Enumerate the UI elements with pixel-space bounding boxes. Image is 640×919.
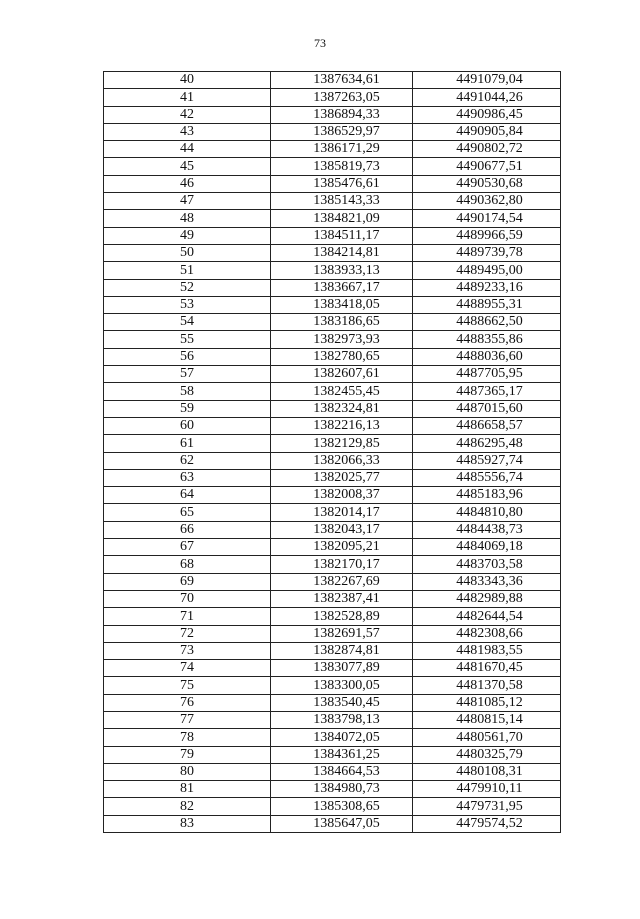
x-coordinate-cell: 1384214,81 — [271, 244, 413, 261]
point-number-cell: 74 — [104, 660, 271, 677]
y-coordinate-cell: 4486658,57 — [413, 417, 561, 434]
table-row — [104, 815, 561, 832]
point-number-cell: 52 — [104, 279, 271, 296]
y-coordinate-cell: 4488955,31 — [413, 296, 561, 313]
x-coordinate-cell: 1386894,33 — [271, 106, 413, 123]
table-row — [104, 227, 561, 244]
table-row — [104, 452, 561, 469]
x-coordinate-cell: 1383540,45 — [271, 694, 413, 711]
x-coordinate-cell: 1382008,37 — [271, 487, 413, 504]
y-coordinate-cell: 4491079,04 — [413, 72, 561, 89]
table-row — [104, 314, 561, 331]
x-coordinate-cell: 1383077,89 — [271, 660, 413, 677]
y-coordinate-cell: 4482989,88 — [413, 590, 561, 607]
table-row — [104, 435, 561, 452]
point-number-cell: 67 — [104, 539, 271, 556]
y-coordinate-cell: 4490905,84 — [413, 123, 561, 140]
y-coordinate-cell: 4489233,16 — [413, 279, 561, 296]
x-coordinate-cell: 1384361,25 — [271, 746, 413, 763]
table-row — [104, 642, 561, 659]
x-coordinate-cell: 1383300,05 — [271, 677, 413, 694]
table-row — [104, 711, 561, 728]
y-coordinate-cell: 4485183,96 — [413, 487, 561, 504]
y-coordinate-cell: 4486295,48 — [413, 435, 561, 452]
x-coordinate-cell: 1382216,13 — [271, 417, 413, 434]
table-row — [104, 729, 561, 746]
table-row — [104, 193, 561, 210]
y-coordinate-cell: 4487365,17 — [413, 383, 561, 400]
point-number-cell: 59 — [104, 400, 271, 417]
y-coordinate-cell: 4485927,74 — [413, 452, 561, 469]
point-number-cell: 50 — [104, 244, 271, 261]
point-number-cell: 45 — [104, 158, 271, 175]
x-coordinate-cell: 1382324,81 — [271, 400, 413, 417]
y-coordinate-cell: 4488036,60 — [413, 348, 561, 365]
point-number-cell: 73 — [104, 642, 271, 659]
point-number-cell: 64 — [104, 487, 271, 504]
table-row — [104, 72, 561, 89]
y-coordinate-cell: 4484069,18 — [413, 539, 561, 556]
table-row — [104, 504, 561, 521]
table-row — [104, 660, 561, 677]
point-number-cell: 41 — [104, 89, 271, 106]
point-number-cell: 78 — [104, 729, 271, 746]
y-coordinate-cell: 4490174,54 — [413, 210, 561, 227]
y-coordinate-cell: 4484810,80 — [413, 504, 561, 521]
y-coordinate-cell: 4489495,00 — [413, 262, 561, 279]
point-number-cell: 60 — [104, 417, 271, 434]
point-number-cell: 57 — [104, 366, 271, 383]
table-row — [104, 366, 561, 383]
x-coordinate-cell: 1382170,17 — [271, 556, 413, 573]
y-coordinate-cell: 4482308,66 — [413, 625, 561, 642]
table-row — [104, 763, 561, 780]
point-number-cell: 66 — [104, 521, 271, 538]
x-coordinate-cell: 1383933,13 — [271, 262, 413, 279]
point-number-cell: 56 — [104, 348, 271, 365]
x-coordinate-cell: 1383186,65 — [271, 314, 413, 331]
point-number-cell: 70 — [104, 590, 271, 607]
x-coordinate-cell: 1382267,69 — [271, 573, 413, 590]
x-coordinate-cell: 1385308,65 — [271, 798, 413, 815]
x-coordinate-cell: 1383418,05 — [271, 296, 413, 313]
x-coordinate-cell: 1384511,17 — [271, 227, 413, 244]
table-row — [104, 348, 561, 365]
point-number-cell: 43 — [104, 123, 271, 140]
table-row — [104, 262, 561, 279]
table-row — [104, 400, 561, 417]
point-number-cell: 69 — [104, 573, 271, 590]
y-coordinate-cell: 4480815,14 — [413, 711, 561, 728]
table-row — [104, 556, 561, 573]
point-number-cell: 51 — [104, 262, 271, 279]
x-coordinate-cell: 1382095,21 — [271, 539, 413, 556]
point-number-cell: 77 — [104, 711, 271, 728]
point-number-cell: 68 — [104, 556, 271, 573]
table-row — [104, 123, 561, 140]
point-number-cell: 46 — [104, 175, 271, 192]
y-coordinate-cell: 4481983,55 — [413, 642, 561, 659]
table-row — [104, 798, 561, 815]
page-number: 73 — [314, 36, 326, 50]
x-coordinate-cell: 1382455,45 — [271, 383, 413, 400]
x-coordinate-cell: 1384664,53 — [271, 763, 413, 780]
y-coordinate-cell: 4485556,74 — [413, 469, 561, 486]
coordinates-table — [103, 71, 561, 833]
point-number-cell: 65 — [104, 504, 271, 521]
table-row — [104, 141, 561, 158]
point-number-cell: 48 — [104, 210, 271, 227]
table-row — [104, 625, 561, 642]
point-number-cell: 83 — [104, 815, 271, 832]
table-row — [104, 383, 561, 400]
point-number-cell: 62 — [104, 452, 271, 469]
y-coordinate-cell: 4481670,45 — [413, 660, 561, 677]
x-coordinate-cell: 1386529,97 — [271, 123, 413, 140]
point-number-cell: 42 — [104, 106, 271, 123]
point-number-cell: 79 — [104, 746, 271, 763]
point-number-cell: 71 — [104, 608, 271, 625]
y-coordinate-cell: 4490677,51 — [413, 158, 561, 175]
point-number-cell: 63 — [104, 469, 271, 486]
table-row — [104, 539, 561, 556]
point-number-cell: 81 — [104, 781, 271, 798]
table-row — [104, 487, 561, 504]
point-number-cell: 47 — [104, 193, 271, 210]
point-number-cell: 82 — [104, 798, 271, 815]
x-coordinate-cell: 1382607,61 — [271, 366, 413, 383]
table-row — [104, 89, 561, 106]
y-coordinate-cell: 4490802,72 — [413, 141, 561, 158]
table-row — [104, 608, 561, 625]
point-number-cell: 55 — [104, 331, 271, 348]
point-number-cell: 75 — [104, 677, 271, 694]
y-coordinate-cell: 4481370,58 — [413, 677, 561, 694]
x-coordinate-cell: 1382129,85 — [271, 435, 413, 452]
table-row — [104, 590, 561, 607]
y-coordinate-cell: 4479574,52 — [413, 815, 561, 832]
y-coordinate-cell: 4491044,26 — [413, 89, 561, 106]
table-row — [104, 573, 561, 590]
y-coordinate-cell: 4490362,80 — [413, 193, 561, 210]
table-row — [104, 296, 561, 313]
x-coordinate-cell: 1382780,65 — [271, 348, 413, 365]
x-coordinate-cell: 1385819,73 — [271, 158, 413, 175]
x-coordinate-cell: 1382066,33 — [271, 452, 413, 469]
y-coordinate-cell: 4490986,45 — [413, 106, 561, 123]
y-coordinate-cell: 4487015,60 — [413, 400, 561, 417]
y-coordinate-cell: 4489966,59 — [413, 227, 561, 244]
x-coordinate-cell: 1387634,61 — [271, 72, 413, 89]
y-coordinate-cell: 4489739,78 — [413, 244, 561, 261]
y-coordinate-cell: 4480561,70 — [413, 729, 561, 746]
x-coordinate-cell: 1382528,89 — [271, 608, 413, 625]
point-number-cell: 76 — [104, 694, 271, 711]
y-coordinate-cell: 4483343,36 — [413, 573, 561, 590]
point-number-cell: 61 — [104, 435, 271, 452]
x-coordinate-cell: 1382874,81 — [271, 642, 413, 659]
y-coordinate-cell: 4481085,12 — [413, 694, 561, 711]
table-row — [104, 210, 561, 227]
x-coordinate-cell: 1384072,05 — [271, 729, 413, 746]
x-coordinate-cell: 1383798,13 — [271, 711, 413, 728]
x-coordinate-cell: 1384980,73 — [271, 781, 413, 798]
x-coordinate-cell: 1385476,61 — [271, 175, 413, 192]
table-row — [104, 746, 561, 763]
y-coordinate-cell: 4490530,68 — [413, 175, 561, 192]
x-coordinate-cell: 1382691,57 — [271, 625, 413, 642]
x-coordinate-cell: 1382014,17 — [271, 504, 413, 521]
point-number-cell: 80 — [104, 763, 271, 780]
table-row — [104, 331, 561, 348]
y-coordinate-cell: 4488355,86 — [413, 331, 561, 348]
table-row — [104, 694, 561, 711]
point-number-cell: 49 — [104, 227, 271, 244]
point-number-cell: 72 — [104, 625, 271, 642]
x-coordinate-cell: 1383667,17 — [271, 279, 413, 296]
x-coordinate-cell: 1384821,09 — [271, 210, 413, 227]
table-row — [104, 106, 561, 123]
y-coordinate-cell: 4484438,73 — [413, 521, 561, 538]
y-coordinate-cell: 4479731,95 — [413, 798, 561, 815]
x-coordinate-cell: 1382973,93 — [271, 331, 413, 348]
table-row — [104, 469, 561, 486]
table-row — [104, 781, 561, 798]
x-coordinate-cell: 1386171,29 — [271, 141, 413, 158]
table-row — [104, 244, 561, 261]
x-coordinate-cell: 1382043,17 — [271, 521, 413, 538]
table-row — [104, 677, 561, 694]
x-coordinate-cell: 1382025,77 — [271, 469, 413, 486]
y-coordinate-cell: 4480325,79 — [413, 746, 561, 763]
coordinates-table-body — [104, 72, 561, 833]
table-row — [104, 279, 561, 296]
point-number-cell: 54 — [104, 314, 271, 331]
y-coordinate-cell: 4479910,11 — [413, 781, 561, 798]
table-row — [104, 158, 561, 175]
y-coordinate-cell: 4488662,50 — [413, 314, 561, 331]
point-number-cell: 53 — [104, 296, 271, 313]
point-number-cell: 44 — [104, 141, 271, 158]
y-coordinate-cell: 4487705,95 — [413, 366, 561, 383]
table-row — [104, 417, 561, 434]
table-row — [104, 521, 561, 538]
y-coordinate-cell: 4482644,54 — [413, 608, 561, 625]
point-number-cell: 58 — [104, 383, 271, 400]
x-coordinate-cell: 1385647,05 — [271, 815, 413, 832]
y-coordinate-cell: 4480108,31 — [413, 763, 561, 780]
x-coordinate-cell: 1385143,33 — [271, 193, 413, 210]
x-coordinate-cell: 1382387,41 — [271, 590, 413, 607]
table-row — [104, 175, 561, 192]
y-coordinate-cell: 4483703,58 — [413, 556, 561, 573]
point-number-cell: 40 — [104, 72, 271, 89]
x-coordinate-cell: 1387263,05 — [271, 89, 413, 106]
